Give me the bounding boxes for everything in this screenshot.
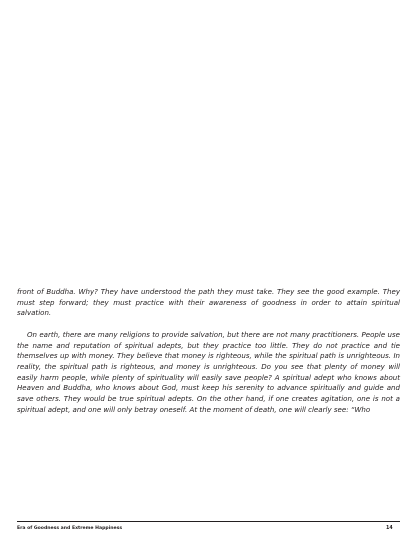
paragraph-continuation: front of Buddha. Why? They have understood the path they must take. They see the good example. They must step forward; they must practice with their awareness of goodness in order to attain spiritual salvation. xyxy=(17,287,400,318)
page-number: 14 xyxy=(386,526,393,531)
footer-rule xyxy=(17,521,400,522)
paragraph: On earth, there are many religions to provide salvation, but there are not many practitioners. People use the name and reputation of spiritual adepts, but they practice too little. They do not practice and tie themselves up with money. They believe that money is righteous, while the spiritual path is unrighteous. In reality, the spiritual path is righteous, and money is unrighteous. Do you see that plenty of money will easily harm people, while plenty of spirituality will easily save people? A spiritual adept who knows about Heaven and Buddha, who knows about God, must keep his serenity to advance spiritually and guide and save others. They would be true spiritual adepts. On the other hand, if one creates agitation, one is not a spiritual adept, and one will only betray oneself. At the moment of death, one will clearly see: “Who xyxy=(17,329,400,414)
body-text xyxy=(17,287,400,415)
footer-book-title: Era of Goodness and Extreme Happiness xyxy=(17,526,123,531)
